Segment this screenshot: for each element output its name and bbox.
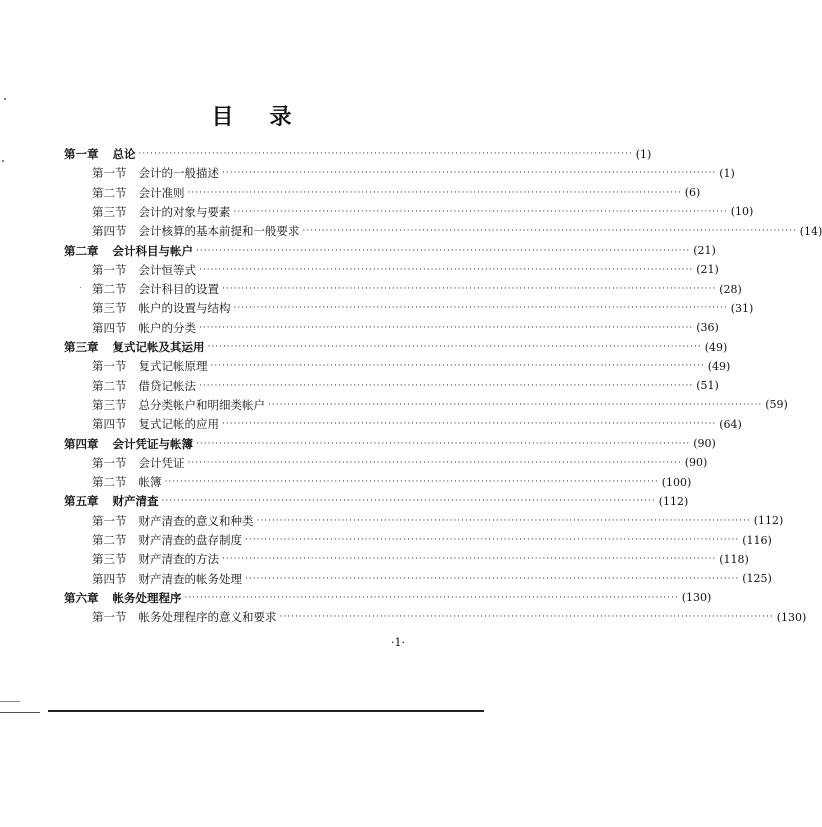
toc-entry-number: 第二章 bbox=[64, 243, 99, 258]
toc-chapter-entry bbox=[64, 491, 689, 511]
toc-entry-page: (21) bbox=[696, 263, 719, 277]
dot-leader: ································································································································ bbox=[187, 457, 682, 468]
toc-entry-page: (112) bbox=[753, 514, 784, 528]
toc-chapter-entry bbox=[64, 337, 728, 357]
toc-entry-page: (21) bbox=[693, 244, 716, 257]
toc-section-entry bbox=[92, 472, 692, 492]
toc-section-entry bbox=[92, 549, 749, 569]
toc-entry-label: 财产清查的盘存制度 bbox=[138, 533, 242, 547]
toc-entry-label: 帐务处理程序 bbox=[112, 590, 182, 605]
dot-leader: ································································································································ bbox=[161, 496, 656, 507]
toc-entry-number: 第四节 bbox=[92, 571, 127, 586]
toc-entry-page: (90) bbox=[684, 456, 708, 470]
toc-entry-number: 第三节 bbox=[92, 301, 127, 316]
dot-leader: ································································································································ bbox=[256, 515, 751, 526]
toc-entry-number: 第四节 bbox=[92, 224, 127, 239]
page-number: ·1· bbox=[391, 636, 405, 649]
margin-mark bbox=[0, 701, 20, 702]
toc-entry-label: 复式记帐的应用 bbox=[138, 417, 219, 432]
toc-section-entry bbox=[92, 298, 754, 318]
toc-entry-number: 第一节 bbox=[92, 262, 127, 277]
toc-entry-page: (6) bbox=[684, 186, 701, 200]
toc-entry-label: 会计凭证 bbox=[138, 455, 185, 470]
toc-entry-label: 借贷记帐法 bbox=[138, 378, 196, 393]
toc-chapter-entry bbox=[64, 241, 716, 261]
toc-entry-number: 第一章 bbox=[64, 147, 99, 161]
toc-entry-number: 第二节 bbox=[92, 282, 127, 297]
toc-entry-label: 会计的一般描述 bbox=[138, 166, 219, 181]
dot-leader: ································································································································ bbox=[196, 438, 691, 449]
toc-entry-page: (130) bbox=[681, 591, 712, 605]
toc-entry-label: 帐户的分类 bbox=[138, 320, 196, 335]
toc-section-entry bbox=[92, 376, 719, 396]
toc-entry-label: 会计科目的设置 bbox=[138, 282, 219, 297]
toc-entry-page: (49) bbox=[707, 359, 731, 373]
toc-entry-label: 复式记帐原理 bbox=[138, 359, 208, 374]
toc-entry-number: 第四节 bbox=[92, 320, 127, 335]
page-title bbox=[0, 100, 505, 131]
toc-entry-label: 财产清查 bbox=[112, 494, 159, 509]
toc-entry-number: 第一节 bbox=[92, 455, 127, 470]
toc-entry-number: 第二节 bbox=[92, 378, 127, 393]
toc-section-entry bbox=[92, 530, 772, 550]
dot-leader: ································································································································ bbox=[268, 399, 763, 410]
scan-speck bbox=[80, 287, 81, 288]
toc-entry-page: (100) bbox=[661, 475, 692, 489]
toc-section-entry bbox=[92, 279, 742, 299]
dot-leader: ································································································································ bbox=[222, 168, 717, 179]
toc-section-entry bbox=[92, 356, 731, 376]
dot-leader: ································································································································ bbox=[199, 380, 694, 391]
toc-entry-label: 复式记帐及其运用 bbox=[112, 340, 205, 354]
dot-leader: ································································································································ bbox=[199, 264, 694, 275]
toc-entry-number: 第五章 bbox=[64, 494, 99, 509]
toc-chapter-entry bbox=[64, 144, 652, 164]
toc-entry-label: 会计准则 bbox=[138, 185, 185, 200]
toc-entry-number: 第二节 bbox=[92, 475, 127, 490]
toc-entry-page: (49) bbox=[704, 340, 728, 354]
dot-leader: ································································································································ bbox=[233, 206, 728, 217]
toc-entry-label: 会计凭证与帐簿 bbox=[112, 436, 193, 451]
toc-entry-page: (112) bbox=[658, 494, 689, 508]
toc-section-entry bbox=[92, 511, 784, 531]
toc-section-entry bbox=[92, 183, 701, 203]
title-char-2: 录 bbox=[269, 105, 294, 130]
toc-entry-page: (10) bbox=[730, 205, 754, 219]
toc-entry-number: 第一节 bbox=[92, 359, 127, 374]
toc-chapter-entry bbox=[64, 434, 716, 454]
toc-entry-page: (130) bbox=[776, 610, 807, 624]
title-char-1: 目 bbox=[211, 105, 236, 130]
scan-speck bbox=[2, 160, 4, 162]
toc-entry-number: 第三节 bbox=[92, 204, 127, 219]
toc-entry-page: (90) bbox=[693, 437, 716, 450]
dot-leader: ································································································································ bbox=[302, 226, 797, 237]
toc-section-entry bbox=[92, 395, 788, 415]
toc-chapter-entry bbox=[64, 588, 712, 608]
toc-section-entry bbox=[92, 318, 719, 338]
dot-leader: ································································································································ bbox=[245, 573, 740, 584]
toc-entry-number: 第三节 bbox=[92, 552, 127, 567]
toc-entry-label: 帐务处理程序的意义和要求 bbox=[138, 610, 277, 625]
toc-entry-number: 第一节 bbox=[92, 166, 127, 181]
toc-entry-number: 第二节 bbox=[92, 533, 127, 547]
toc-entry-page: (1) bbox=[635, 147, 652, 161]
toc-section-entry bbox=[92, 569, 772, 589]
toc-entry-label: 总分类帐户和明细类帐户 bbox=[138, 397, 265, 412]
toc-entry-label: 会计核算的基本前提和一般要求 bbox=[138, 224, 300, 239]
toc-entry-label: 财产清查的意义和种类 bbox=[138, 513, 254, 528]
toc-entry-number: 第四节 bbox=[92, 417, 127, 432]
toc-section-entry bbox=[92, 202, 754, 222]
toc-entry-number: 第六章 bbox=[64, 590, 99, 605]
toc-entry-page: (125) bbox=[742, 572, 772, 586]
toc-entry-label: 会计科目与帐户 bbox=[112, 243, 193, 258]
toc-entry-number: 第一节 bbox=[92, 610, 127, 625]
toc-entry-number: 第一节 bbox=[92, 513, 127, 528]
toc-section-entry bbox=[92, 453, 708, 473]
toc-entry-number: 第二节 bbox=[92, 185, 127, 200]
dot-leader: ································································································································ bbox=[279, 612, 774, 623]
toc-entry-page: (14) bbox=[799, 224, 822, 238]
toc-entry-label: 会计的对象与要素 bbox=[138, 204, 231, 219]
margin-rule bbox=[0, 712, 40, 713]
dot-leader: ································································································································ bbox=[199, 322, 694, 333]
dot-leader: ································································································································ bbox=[210, 361, 705, 372]
toc-section-entry bbox=[92, 163, 735, 183]
dot-leader: ································································································································ bbox=[196, 245, 691, 256]
toc-section-entry bbox=[92, 607, 807, 627]
toc-entry-label: 帐户的设置与结构 bbox=[138, 301, 231, 316]
dot-leader: ································································································································ bbox=[245, 535, 740, 545]
toc-section-entry bbox=[92, 221, 822, 241]
dot-leader: ································································································································ bbox=[222, 554, 717, 565]
toc-entry-number: 第四章 bbox=[64, 436, 99, 451]
toc-entry-page: (51) bbox=[696, 379, 719, 393]
toc-entry-label: 总论 bbox=[112, 147, 136, 161]
toc-entry-page: (116) bbox=[742, 533, 772, 547]
toc-section-entry bbox=[92, 414, 742, 434]
toc-entry-number: 第三章 bbox=[64, 340, 99, 354]
toc-entry-page: (64) bbox=[719, 417, 742, 431]
toc-entry-page: (1) bbox=[719, 166, 735, 180]
toc-entry-page: (28) bbox=[719, 282, 742, 296]
scan-speck bbox=[4, 98, 6, 100]
toc-entry-page: (31) bbox=[730, 301, 754, 315]
toc-entry-label: 财产清查的方法 bbox=[138, 552, 219, 567]
toc-entry-label: 会计恒等式 bbox=[138, 262, 196, 277]
dot-leader: ································································································································ bbox=[233, 303, 728, 314]
dot-leader: ································································································································ bbox=[164, 477, 659, 488]
toc-entry-page: (118) bbox=[719, 552, 749, 566]
bottom-rule bbox=[48, 710, 484, 712]
toc-entry-number: 第三节 bbox=[92, 397, 127, 412]
toc-entry-page: (59) bbox=[765, 398, 788, 412]
dot-leader: ································································································································ bbox=[184, 592, 679, 603]
toc-entry-label: 帐簿 bbox=[138, 475, 162, 490]
toc-entry-page: (36) bbox=[696, 321, 719, 335]
dot-leader: ································································································································ bbox=[207, 342, 702, 352]
dot-leader: ································································································································ bbox=[138, 149, 633, 159]
dot-leader: ································································································································ bbox=[187, 187, 682, 198]
dot-leader: ································································································································ bbox=[222, 419, 717, 430]
toc-section-entry bbox=[92, 260, 719, 280]
toc-entry-label: 财产清查的帐务处理 bbox=[138, 571, 242, 586]
dot-leader: ································································································································ bbox=[222, 284, 717, 295]
